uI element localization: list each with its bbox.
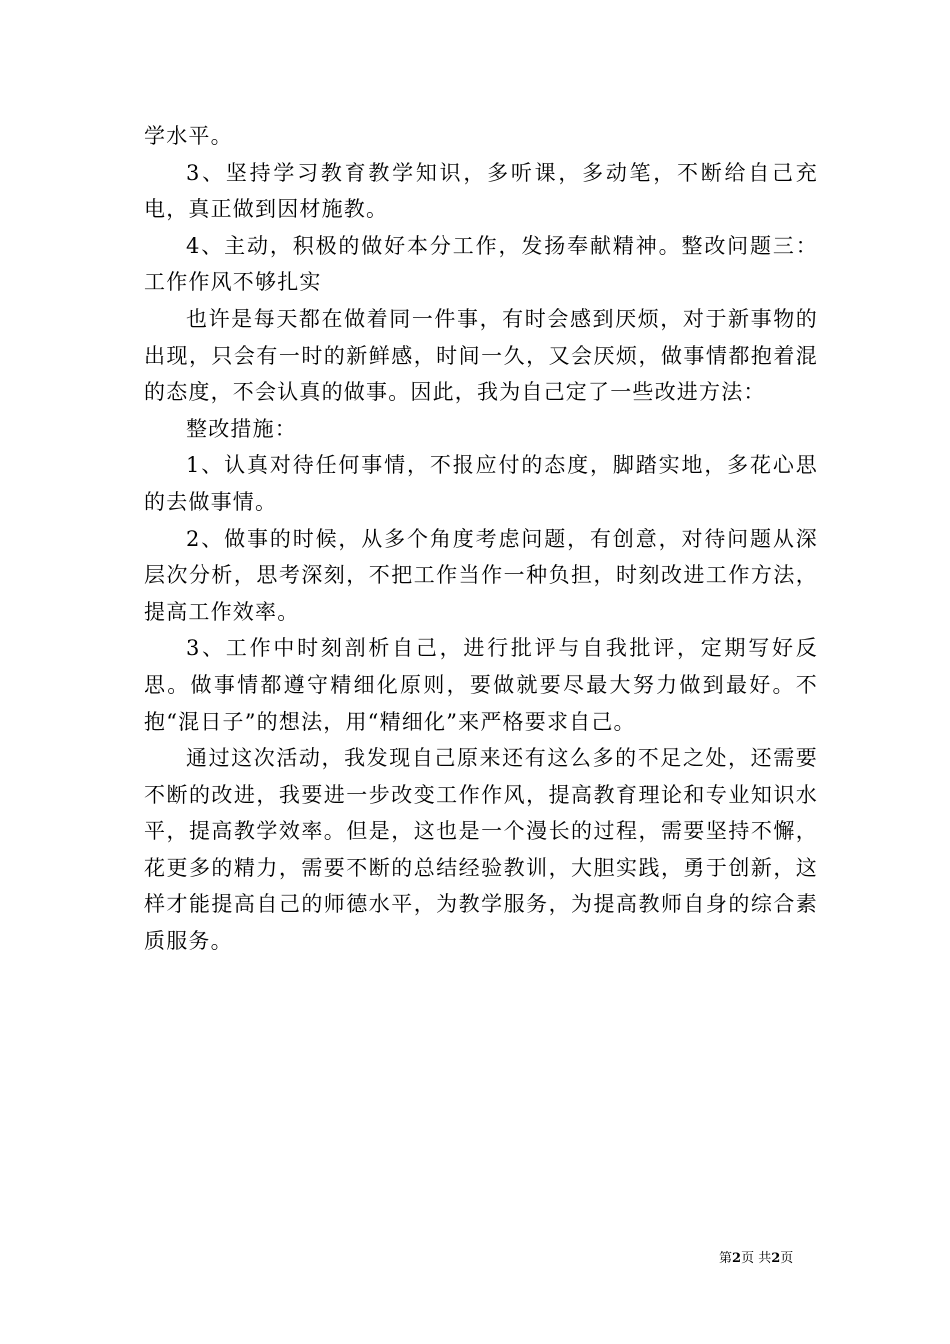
document-body	[144, 118, 818, 960]
footer-suffix: 页	[780, 1251, 794, 1266]
paragraph-measure-2: 2、做事的时候，从多个角度考虑问题，有创意，对待问题从深层次分析，思考深刻，不把工作当作一种负担，时刻改进工作方法，提高工作效率。	[144, 526, 818, 624]
paragraph-measures-heading: 整改措施：	[186, 416, 297, 441]
page-footer	[719, 1247, 793, 1266]
paragraph-item-3-study: 3、坚持学习教育教学知识，多听课，多动笔，不断给自己充电，真正做到因材施教。	[144, 160, 818, 222]
paragraph-item-4-initiative: 4、主动，积极的做好本分工作，发扬奉献精神。整改问题三：工作作风不够扎实	[144, 233, 818, 295]
footer-current-page: 2	[732, 1251, 742, 1266]
footer-middle: 页 共	[741, 1251, 772, 1266]
paragraph-continuation: 学水平。	[144, 124, 233, 148]
paragraph-measure-3: 3、工作中时刻剖析自己，进行批评与自我批评，定期写好反思。做事情都遵守精细化原则，要做就要尽最大努力做到最好。不抱“混日子”的想法，用“精细化”来严格要求自己。	[144, 636, 818, 734]
footer-prefix: 第	[719, 1251, 733, 1266]
paragraph-conclusion: 通过这次活动，我发现自己原来还有这么多的不足之处，还需要不断的改进，我要进一步改变工作作风，提高教育理论和专业知识水平，提高教学效率。但是，这也是一个漫长的过程，需要坚持不懈，花更多的精力，需要不断的总结经验教训，大胆实践，勇于创新，这样才能提高自己的师德水平，为教学服务，为提高教师自身的综合素质服务。	[144, 746, 818, 954]
footer-total-pages: 2	[771, 1251, 781, 1266]
paragraph-measure-1: 1、认真对待任何事情，不报应付的态度，脚踏实地，多花心思的去做事情。	[144, 453, 818, 514]
paragraph-problem-description: 也许是每天都在做着同一件事，有时会感到厌烦，对于新事物的出现，只会有一时的新鲜感，时间一久，又会厌烦，做事情都抱着混的态度，不会认真的做事。因此，我为自己定了一些改进方法：	[144, 306, 818, 405]
